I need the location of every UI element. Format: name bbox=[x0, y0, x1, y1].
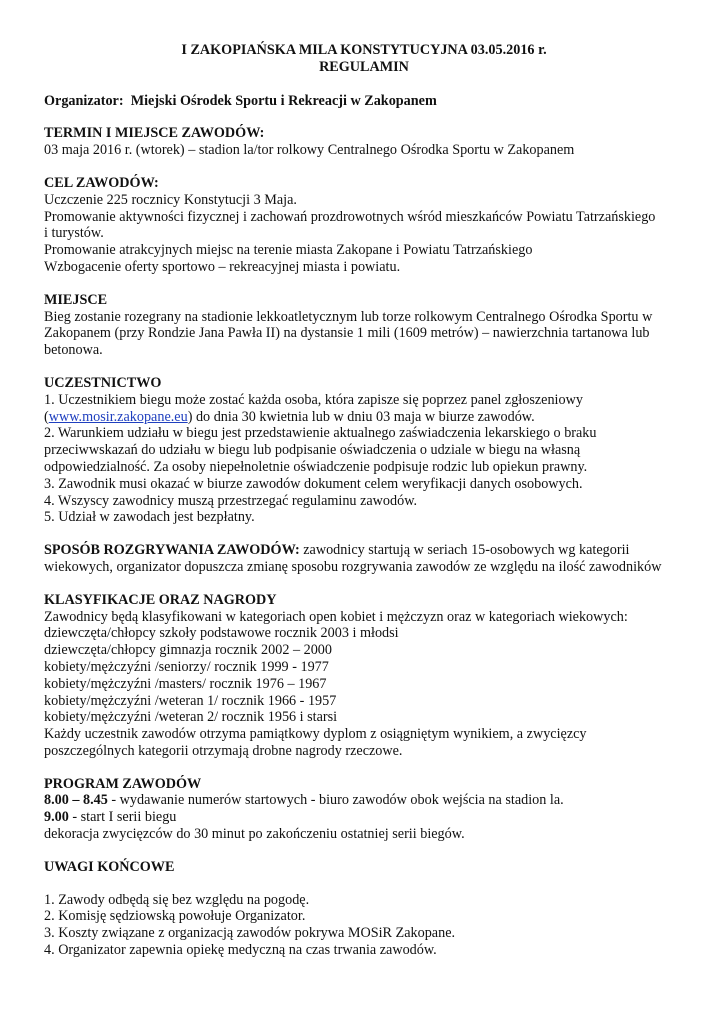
program-section bbox=[44, 776, 684, 843]
klasyfikacje-section bbox=[44, 592, 684, 760]
uczestnictwo-heading: UCZESTNICTWO bbox=[44, 374, 162, 391]
miejsce-heading: MIEJSCE bbox=[44, 291, 108, 308]
sposob-heading: SPOSÓB ROZGRYWANIA ZAWODÓW: bbox=[44, 542, 300, 559]
document-title bbox=[44, 42, 684, 76]
termin-heading: TERMIN I MIEJSCE ZAWODÓW: bbox=[44, 125, 265, 142]
cel-line: i turystów. bbox=[44, 225, 104, 242]
program-time: 9.00 bbox=[44, 809, 69, 826]
uczestnictwo-line: 5. Udział w zawodach jest bezpłatny. bbox=[44, 509, 255, 526]
miejsce-section bbox=[44, 292, 684, 359]
program-item bbox=[44, 809, 684, 826]
organizer-section bbox=[44, 93, 684, 110]
uwagi-list bbox=[44, 892, 684, 959]
cel-heading: CEL ZAWODÓW: bbox=[44, 174, 159, 191]
cel-line: Wzbogacenie oferty sportowo – rekreacyjnej miasta i powiatu. bbox=[44, 258, 401, 275]
miejsce-line: Bieg zostanie rozegrany na stadionie lekkoatletycznym lub torze rolkowym Centralnego Ośrodka Sportu w bbox=[44, 308, 653, 325]
klasyfikacje-line: poszczególnych kategorii otrzymają drobne nagrody rzeczowe. bbox=[44, 742, 403, 759]
uczestnictwo-section bbox=[44, 375, 684, 526]
cel-section bbox=[44, 175, 684, 276]
uczestnictwo-link-line bbox=[44, 409, 684, 426]
klasyfikacje-line: kobiety/mężczyźni /seniorzy/ rocznik 1999 - 1977 bbox=[44, 658, 329, 675]
link-after-text: ) do dnia 30 kwietnia lub w dniu 03 maja w biurze zawodów. bbox=[187, 408, 535, 425]
miejsce-line: betonowa. bbox=[44, 342, 103, 359]
uwagi-heading: UWAGI KOŃCOWE bbox=[44, 858, 175, 875]
uczestnictwo-line: 2. Warunkiem udziału w biegu jest przedstawienie aktualnego zaświadczenia lekarskiego o braku bbox=[44, 425, 597, 442]
program-item-text: - start I serii biegu bbox=[68, 809, 177, 826]
organizer-value: Miejski Ośrodek Sportu i Rekreacji w Zakopanem bbox=[130, 92, 437, 109]
cel-line: Uczczenie 225 rocznicy Konstytucji 3 Maja. bbox=[44, 191, 297, 208]
klasyfikacje-line: Każdy uczestnik zawodów otrzyma pamiątkowy dyplom z osiągniętym wynikiem, a zwycięzcy bbox=[44, 726, 587, 743]
program-time: 8.00 – 8.45 bbox=[44, 792, 108, 809]
uczestnictwo-line: 1. Uczestnikiem biegu może zostać każda osoba, która zapisze się poprzez panel zgłoszeniowy bbox=[44, 391, 583, 408]
uczestnictwo-line: przeciwwskazań do udziału w biegu lub podpisanie oświadczenia o udziale w biegu na własną bbox=[44, 442, 581, 459]
program-item-text: - wydawanie numerów startowych - biuro zawodów obok wejścia na stadion la. bbox=[107, 792, 564, 809]
cel-line: Promowanie atrakcyjnych miejsc na terenie miasta Zakopane i Powiatu Tatrzańskiego bbox=[44, 242, 533, 259]
uwagi-section bbox=[44, 859, 684, 959]
klasyfikacje-line: kobiety/mężczyźni /weteran 1/ rocznik 1966 - 1957 bbox=[44, 692, 337, 709]
klasyfikacje-line: dziewczęta/chłopcy szkoły podstawowe rocznik 2003 i młodsi bbox=[44, 625, 399, 642]
klasyfikacje-line: Zawodnicy będą klasyfikowani w kategoriach open kobiet i mężczyzn oraz w kategoriach wiekowych: bbox=[44, 608, 628, 625]
termin-text: 03 maja 2016 r. (wtorek) – stadion la/tor rolkowy Centralnego Ośrodka Sportu w Zakopanem bbox=[44, 142, 575, 159]
cel-line: Promowanie aktywności fizycznej i zachowań prozdrowotnych wśród mieszkańców Powiatu Tatrzańskiego bbox=[44, 208, 656, 225]
uwagi-item: 1. Zawody odbędą się bez względu na pogodę. bbox=[44, 891, 310, 908]
link-open-paren: ( bbox=[44, 408, 49, 425]
uczestnictwo-line: 3. Zawodnik musi okazać w biurze zawodów dokument celem weryfikacji danych osobowych. bbox=[44, 475, 583, 492]
miejsce-line: Zakopanem (przy Rondzie Jana Pawła II) na dystansie 1 mili (1609 metrów) – nawierzchnia tartanowa lub bbox=[44, 325, 650, 342]
uwagi-item: 4. Organizator zapewnia opiekę medyczną na czas trwania zawodów. bbox=[44, 942, 437, 959]
uczestnictwo-line: odpowiedzialność. Za osoby niepełnoletnie oświadczenie podpisuje rodzic lub opiekun prawny. bbox=[44, 458, 588, 475]
uwagi-item: 2. Komisję sędziowską powołuje Organizator. bbox=[44, 908, 306, 925]
klasyfikacje-line: kobiety/mężczyźni /weteran 2/ rocznik 1956 i starsi bbox=[44, 709, 338, 726]
uczestnictwo-line: 4. Wszyscy zawodnicy muszą przestrzegać regulaminu zawodów. bbox=[44, 492, 418, 509]
uwagi-item: 3. Koszty związane z organizacją zawodów pokrywa MOSiR Zakopane. bbox=[44, 925, 456, 942]
sposob-text: zawodnicy startują w seriach 15-osobowych wg kategorii bbox=[299, 542, 630, 559]
title-line-1: I ZAKOPIAŃSKA MILA KONSTYTUCYJNA 03.05.2016 r. bbox=[181, 42, 547, 58]
klasyfikacje-heading: KLASYFIKACJE ORAZ NAGRODY bbox=[44, 591, 277, 608]
sposob-line: wiekowych, organizator dopuszcza zmianę sposobu rozgrywania zawodów ze względu na ilość zawodników bbox=[44, 558, 662, 575]
program-item bbox=[44, 792, 684, 809]
program-item: dekoracja zwycięzców do 30 minut po zakończeniu ostatniej serii biegów. bbox=[44, 826, 465, 843]
klasyfikacje-line: dziewczęta/chłopcy gimnazja rocznik 2002 – 2000 bbox=[44, 642, 332, 659]
organizer-label: Organizator: bbox=[44, 92, 124, 109]
document-page bbox=[44, 42, 684, 959]
title-line-2: REGULAMIN bbox=[319, 58, 409, 75]
program-heading: PROGRAM ZAWODÓW bbox=[44, 775, 202, 792]
mosir-website-link[interactable]: www.mosir.zakopane.eu bbox=[48, 408, 188, 425]
termin-section bbox=[44, 125, 684, 159]
sposob-section bbox=[44, 542, 684, 576]
klasyfikacje-line: kobiety/mężczyźni /masters/ rocznik 1976 – 1967 bbox=[44, 675, 327, 692]
